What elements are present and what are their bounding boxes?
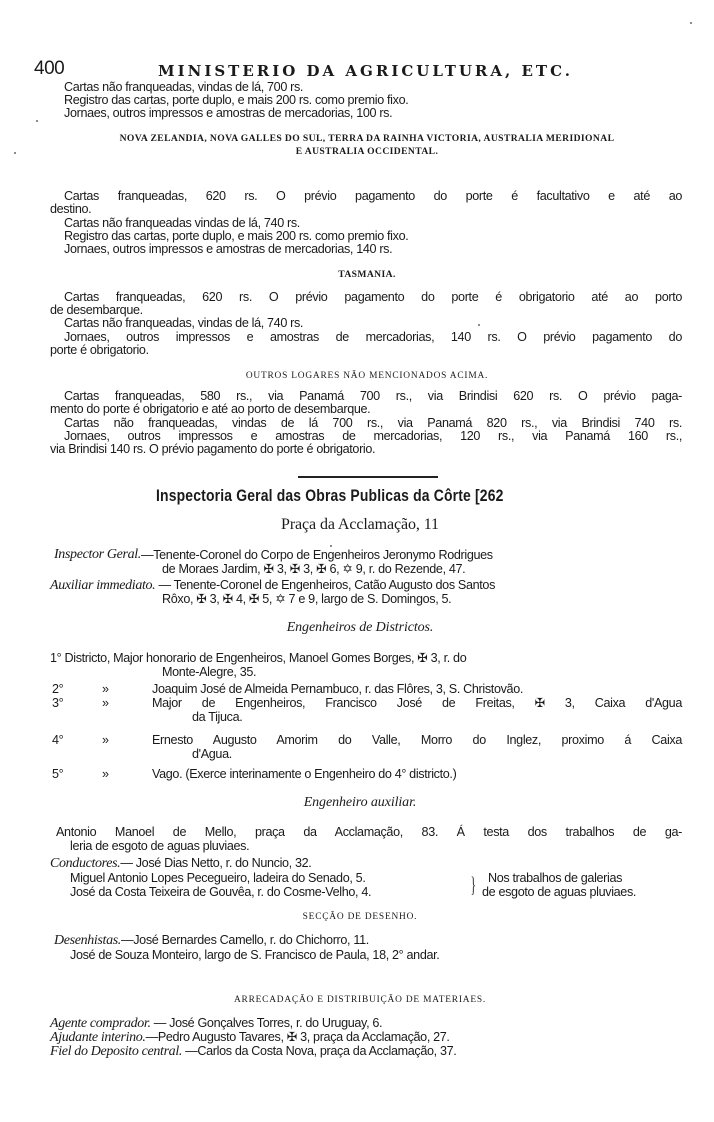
section-title-arrecadacao: ARRECADAÇÃO E DISTRIBUIÇÃO DE MATERIAES. bbox=[233, 995, 487, 1005]
outros-para-3: Jornaes, outros impressos e amostras de mercadorias, 120 rs., via Panamá 160 rs., bbox=[64, 429, 682, 443]
conductores-role: Conductores. bbox=[50, 856, 121, 871]
district-ordinal: 5° bbox=[52, 767, 64, 781]
outros-para-3-cont: via Brindisi 140 rs. O prévio pagamento do porte é obrigatorio. bbox=[50, 442, 376, 456]
districts-heading: Engenheiros de Districtos. bbox=[286, 620, 434, 635]
district-text-cont: da Tijuca. bbox=[192, 710, 243, 724]
agente-text: — José Gonçalves Torres, r. do Uruguay, 6. bbox=[150, 1016, 383, 1030]
district-ditto-mark: » bbox=[102, 696, 109, 710]
fiel-role: Fiel do Deposito central. bbox=[50, 1044, 183, 1059]
inspector-geral-cont: de Moraes Jardim, ✠ 3, ✠ 3, ✠ 6, ✡ 9, r. do Rezende, 47. bbox=[162, 562, 466, 576]
postal-line: Cartas não franqueadas, vindas de lá, 700 rs. bbox=[64, 80, 304, 94]
conductores-note: Nos trabalhos de galerias bbox=[488, 871, 623, 885]
section-title-desenho: SECÇÃO DE DESENHO. bbox=[302, 912, 418, 922]
page-number: 400 bbox=[34, 58, 65, 79]
agente-role: Agente comprador. bbox=[50, 1016, 151, 1031]
outros-para-1: Cartas franqueadas, 580 rs., via Panamá 700 rs., via Brindisi 620 rs. O prévio paga- bbox=[64, 389, 682, 403]
district-ordinal: 3° bbox=[52, 696, 64, 710]
conductores-text: — José Dias Netto, r. do Nuncio, 32. bbox=[120, 856, 312, 870]
ajudante-line bbox=[50, 1030, 450, 1045]
desenhistas-role: Desenhistas. bbox=[54, 933, 121, 948]
nz-para-4: Jornaes, outros impressos e amostras de mercadorias, 140 rs. bbox=[64, 242, 393, 256]
scan-speck bbox=[478, 324, 480, 326]
section-title-tasmania: TASMANIA. bbox=[338, 269, 396, 280]
district-ditto-mark: » bbox=[102, 733, 109, 747]
district-ditto-mark: » bbox=[102, 767, 109, 781]
auxiliar-role: Auxiliar immediato. bbox=[50, 578, 156, 593]
agente-line bbox=[50, 1016, 382, 1031]
postal-line: Registro das cartas, porte duplo, e mais 200 rs. como premio fixo. bbox=[64, 93, 409, 107]
ajudante-role: Ajudante interino. bbox=[50, 1030, 146, 1045]
aux-engineer-text-cont: leria de esgoto de aguas pluviaes. bbox=[70, 839, 250, 853]
conductor-entry: José da Costa Teixeira de Gouvêa, r. do Cosme-Velho, 4. bbox=[70, 885, 372, 899]
district-text: Joaquim José de Almeida Pernambuco, r. das Flôres, 3, S. Christovão. bbox=[152, 682, 523, 696]
running-title: MINISTERIO DA AGRICULTURA, ETC. bbox=[158, 62, 573, 80]
district-text-cont: d'Agua. bbox=[192, 747, 232, 761]
desenhistas-line bbox=[54, 933, 369, 948]
inspectoria-address: Praça da Acclamação, 11 bbox=[281, 516, 439, 533]
tasmania-para-1-cont: de desembarque. bbox=[50, 303, 143, 317]
district-ordinal: 4° bbox=[52, 733, 64, 747]
scan-speck bbox=[36, 120, 38, 122]
conductores-line bbox=[50, 856, 311, 871]
fiel-text: —Carlos da Costa Nova, praça da Acclamação, 37. bbox=[182, 1044, 457, 1058]
nz-para-2: Cartas não franqueadas vindas de lá, 740 rs. bbox=[64, 216, 300, 230]
ajudante-text: —Pedro Augusto Tavares, ✠ 3, praça da Acclamação, 27. bbox=[145, 1030, 450, 1044]
auxiliar-cont: Rôxo, ✠ 3, ✠ 4, ✠ 5, ✡ 7 e 9, largo de S. Domingos, 5. bbox=[162, 592, 452, 606]
brace-icon: } bbox=[470, 872, 476, 897]
desenhistas-text: —José Bernardes Camello, r. do Chichorro, 11. bbox=[120, 933, 369, 947]
conductores-note-cont: de esgoto de aguas pluviaes. bbox=[482, 885, 637, 899]
scan-speck bbox=[690, 22, 692, 24]
outros-para-2: Cartas não franqueadas, vindas de lá 700 rs., via Panamá 820 rs., via Brindisi 740 rs. bbox=[64, 416, 682, 430]
tasmania-para-3: Jornaes, outros impressos e amostras de mercadorias, 140 rs. O prévio pagamento do bbox=[64, 330, 682, 344]
section-title-nz: NOVA ZELANDIA, NOVA GALLES DO SUL, TERRA DA RAINHA VICTORIA, AUSTRALIA MERIDIONAL bbox=[119, 133, 615, 144]
fiel-line bbox=[50, 1044, 456, 1059]
auxiliar-line bbox=[50, 578, 495, 593]
nz-para-1-cont: destino. bbox=[50, 202, 92, 216]
tasmania-para-1: Cartas franqueadas, 620 rs. O prévio pagamento do porte é obrigatorio até ao porto bbox=[64, 290, 682, 304]
inspector-geral-role: Inspector Geral. bbox=[54, 547, 141, 562]
postal-line: Jornaes, outros impressos e amostras de mercadorias, 100 rs. bbox=[64, 106, 393, 120]
district-row bbox=[50, 651, 466, 665]
nz-para-3: Registro das cartas, porte duplo, e mais 200 rs. como premio fixo. bbox=[64, 229, 409, 243]
inspector-geral-line bbox=[54, 548, 684, 562]
outros-para-1-cont: mento do porte é obrigatorio e até ao porto de desembarque. bbox=[50, 402, 371, 416]
district-text: Major de Engenheiros, Francisco José de Freitas, ✠ 3, Caixa d'Agua bbox=[152, 696, 682, 710]
scan-speck bbox=[14, 152, 16, 154]
district-text-cont: Monte-Alegre, 35. bbox=[162, 665, 257, 679]
aux-engineer-text: Antonio Manoel de Mello, praça da Acclamação, 83. Á testa dos trabalhos de ga- bbox=[56, 825, 682, 839]
district-text: Ernesto Augusto Amorim do Valle, Morro do Inglez, proximo á Caixa bbox=[152, 733, 682, 747]
tasmania-para-3-cont: porte é obrigatorio. bbox=[50, 343, 149, 357]
district-ordinal: 1° bbox=[50, 651, 62, 665]
scan-speck bbox=[330, 545, 332, 547]
auxiliar-text: — Tenente-Coronel de Engenheiros, Catão Augusto dos Santos bbox=[155, 578, 496, 592]
district-ordinal: 2° bbox=[52, 682, 64, 696]
tasmania-para-2: Cartas não franqueadas, vindas de lá, 740 rs. bbox=[64, 316, 304, 330]
section-divider bbox=[298, 476, 438, 478]
conductor-entry: Miguel Antonio Lopes Pecegueiro, ladeira do Senado, 5. bbox=[70, 871, 366, 885]
desenhista-entry: José de Souza Monteiro, largo de S. Francisco de Paula, 18, 2° andar. bbox=[70, 948, 440, 962]
inspector-geral-text: —Tenente-Coronel do Corpo de Engenheiros Jeronymo Rodrigues bbox=[140, 548, 493, 562]
district-text: Vago. (Exerce interinamente o Engenheiro do 4° districto.) bbox=[152, 767, 457, 781]
aux-engineer-heading: Engenheiro auxiliar. bbox=[303, 795, 417, 810]
district-text: Districto, Major honorario de Engenheiros, Manoel Gomes Borges, ✠ 3, r. do bbox=[64, 651, 467, 665]
nz-para-1: Cartas franqueadas, 620 rs. O prévio pagamento do porte é facultativo e até ao bbox=[64, 189, 682, 203]
inspectoria-title: Inspectoria Geral das Obras Publicas da Côrte [262 bbox=[156, 486, 504, 505]
section-title-outros: OUTROS LOGARES NÃO MENCIONADOS ACIMA. bbox=[245, 371, 489, 381]
district-ditto-mark: » bbox=[102, 682, 109, 696]
section-title-nz-2: E AUSTRALIA OCCIDENTAL. bbox=[295, 146, 439, 157]
